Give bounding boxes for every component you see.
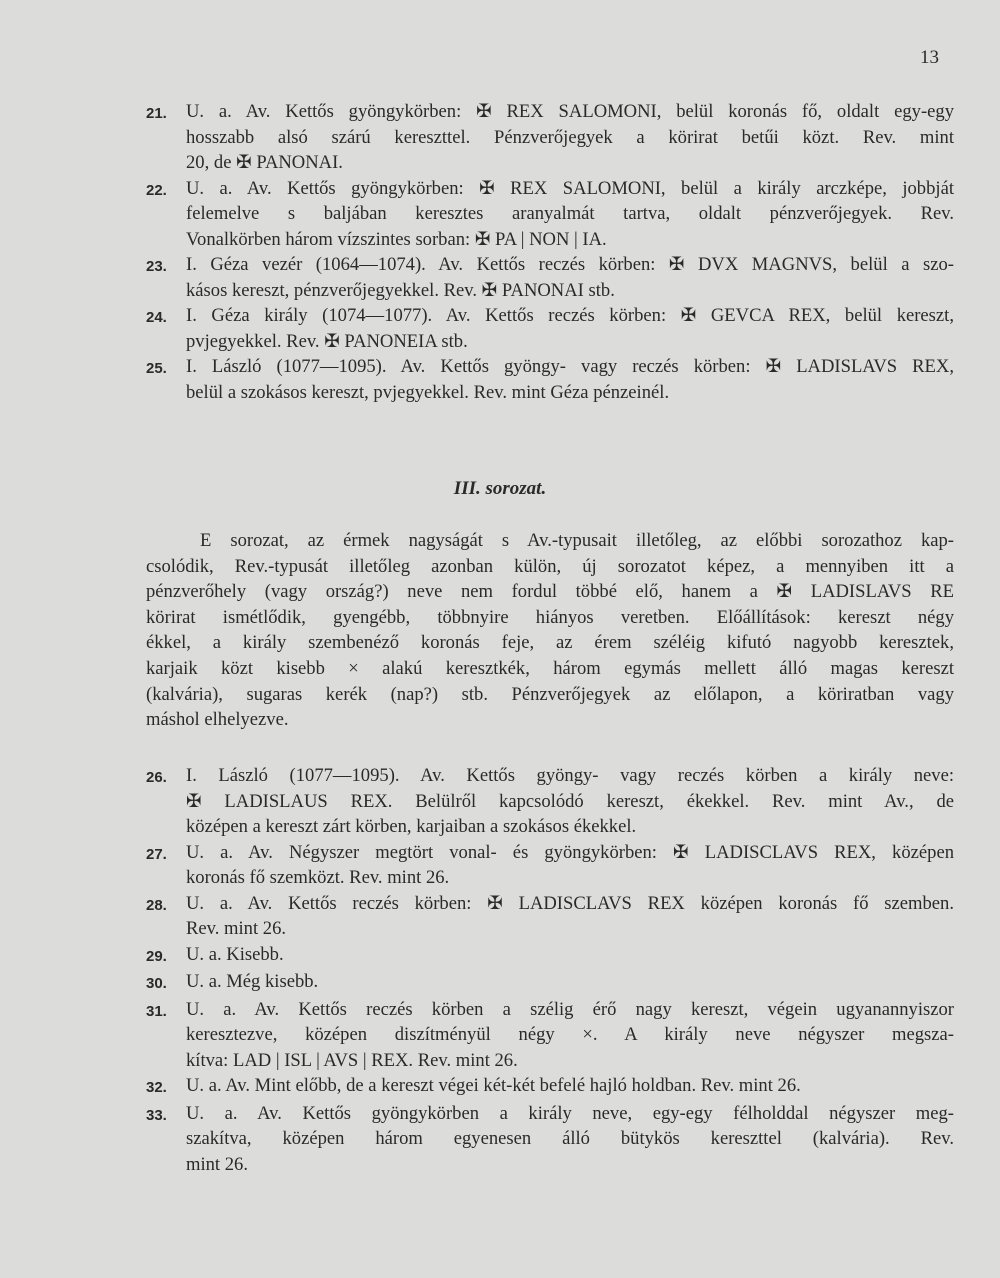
entry-line: U. a. Av. Kettős reczés körben a szélig érő nagy kereszt, végein ugyanannyiszor	[186, 998, 954, 1020]
entry-line: U. a. Kisebb.	[186, 943, 284, 965]
section-intro	[146, 528, 954, 733]
entry-line: középen a kereszt zárt körben, karjaiban a szokásos ékekkel.	[186, 816, 637, 837]
entry-number: 27.	[146, 845, 167, 863]
catalogue-entry	[146, 252, 954, 303]
catalogue-entry	[146, 1101, 954, 1178]
intro-line: körirat ismétlődik, gyengébb, többnyire hiányos veretben. Előállítások: kereszt négy	[146, 606, 954, 628]
catalogue-entry	[146, 354, 954, 405]
entry-number: 23.	[146, 258, 167, 275]
entry-line: szakítva, középen három egyenesen álló bütykös kereszttel (kalvária). Rev.	[186, 1128, 954, 1149]
entry-text	[186, 176, 954, 253]
entry-line: mint 26.	[186, 1153, 248, 1175]
entry-text	[186, 354, 954, 405]
entry-line: U. a. Av. Kettős reczés körben: ✠ LADISCLAVS REX középen koronás fő szemben.	[186, 892, 954, 914]
intro-line: máshol elhelyezve.	[146, 709, 289, 731]
catalogue-entry	[146, 891, 954, 942]
section-heading: III. sorozat.	[453, 478, 547, 499]
entry-line: U. a. Av. Mint előbb, de a kereszt végei két-két befelé hajló holdban. Rev. mint 26.	[186, 1075, 801, 1096]
entry-text	[186, 763, 954, 840]
entry-line: keresztezve, középen diszítményül négy ×. A király neve négyszer megsza-	[186, 1024, 954, 1045]
intro-line: pénzverőhely (vagy ország?) neve nem fordul többé elő, hanem a ✠ LADISLAVS RE	[146, 581, 954, 603]
entry-line: kásos kereszt, pénzverőjegyekkel. Rev. ✠ PANONAI stb.	[186, 279, 615, 301]
entry-line: U. a. Av. Kettős gyöngykörben a király neve, egy-egy félholddal négyszer meg-	[186, 1102, 954, 1124]
entry-number: 21.	[146, 105, 167, 122]
intro-line: karjaik közt kisebb × alakú keresztkék, három egymás mellett álló magas kereszt	[146, 657, 954, 679]
entry-number: 31.	[146, 1002, 167, 1020]
entry-line: I. Géza vezér (1064—1074). Av. Kettős reczés körben: ✠ DVX MAGNVS, belül a szo-	[186, 254, 954, 275]
entry-line: U. a. Av. Kettős gyöngykörben: ✠ REX SALOMONI, belül koronás fő, oldalt egy-egy	[186, 101, 954, 122]
entry-number: 30.	[146, 975, 167, 992]
page-number: 13	[920, 47, 939, 68]
entry-text	[186, 99, 954, 176]
catalogue-entries-bottom	[146, 763, 954, 1177]
entry-line: kítva: LAD | ISL | AVS | REX. Rev. mint 26.	[186, 1049, 518, 1071]
intro-line: (kalvária), sugaras kerék (nap?) stb. Pénzverőjegyek az előlapon, a köriratban vagy	[146, 683, 954, 705]
entry-number: 22.	[146, 181, 167, 199]
catalogue-entry	[146, 1073, 954, 1101]
entry-text	[186, 942, 954, 968]
entry-line: ✠ LADISLAUS REX. Belülről kapcsolódó kereszt, ékekkel. Rev. mint Av., de	[186, 790, 954, 812]
entry-text	[186, 997, 954, 1074]
catalogue-entry	[146, 303, 954, 354]
entry-line: belül a szokásos kereszt, pvjegyekkel. Rev. mint Géza pénzeinél.	[186, 381, 670, 403]
catalogue-entry	[146, 997, 954, 1074]
entry-line: I. László (1077—1095). Av. Kettős gyöngy- vagy reczés körben a király neve:	[186, 765, 954, 786]
entry-line: koronás fő szemközt. Rev. mint 26.	[186, 867, 450, 888]
catalogue-entry	[146, 176, 954, 253]
entry-number: 28.	[146, 896, 167, 914]
entry-line: U. a. Av. Kettős gyöngykörben: ✠ REX SALOMONI, belül a király arczképe, jobbját	[186, 177, 954, 199]
entry-number: 24.	[146, 309, 167, 326]
entry-text	[186, 969, 954, 995]
entry-text	[186, 252, 954, 303]
entry-line: Vonalkörben három vízszintes sorban: ✠ PA | NON | IA.	[186, 228, 607, 250]
entry-line: Rev. mint 26.	[186, 918, 287, 939]
entry-number: 32.	[146, 1079, 167, 1096]
intro-line: ékkel, a király szembenéző koronás feje, az érem széléig kifutó nagyobb keresztek,	[146, 632, 954, 654]
entry-text	[186, 303, 954, 354]
entry-line: felemelve s baljában keresztes aranyalmát tartva, oldalt pénzverőjegyek. Rev.	[186, 203, 954, 224]
entry-line: U. a. Av. Négyszer megtört vonal- és gyöngykörben: ✠ LADISCLAVS REX, középen	[186, 841, 954, 863]
intro-line: csolódik, Rev.-typusát illetőleg azonban külön, új sorozatot képez, a mennyiben itt a	[146, 555, 954, 577]
entry-text	[186, 891, 954, 942]
catalogue-entry	[146, 763, 954, 840]
entry-number: 25.	[146, 360, 167, 377]
catalogue-entry	[146, 969, 954, 997]
entry-number: 29.	[146, 947, 167, 965]
entry-number: 33.	[146, 1106, 167, 1124]
intro-line: E sorozat, az érmek nagyságát s Av.-typusait illetőleg, az előbbi sorozathoz kap-	[200, 530, 954, 551]
entry-line: U. a. Még kisebb.	[186, 971, 319, 992]
entry-line: hosszabb alsó szárú kereszttel. Pénzverőjegyek a körirat betűi közt. Rev. mint	[186, 126, 954, 148]
catalogue-entry	[146, 840, 954, 891]
entry-text	[186, 840, 954, 891]
entry-text	[186, 1073, 954, 1099]
catalogue-entry	[146, 99, 954, 176]
entry-line: pvjegyekkel. Rev. ✠ PANONEIA stb.	[186, 330, 468, 352]
entry-text	[186, 1101, 954, 1178]
catalogue-entries-top	[146, 99, 954, 405]
catalogue-entry	[146, 942, 954, 970]
entry-line: 20, de ✠ PANONAI.	[186, 152, 343, 173]
entry-line: I. László (1077—1095). Av. Kettős gyöngy- vagy reczés körben: ✠ LADISLAVS REX,	[186, 356, 954, 377]
entry-line: I. Géza király (1074—1077). Av. Kettős reczés körben: ✠ GEVCA REX, belül kereszt,	[186, 305, 954, 326]
entry-number: 26.	[146, 769, 167, 786]
